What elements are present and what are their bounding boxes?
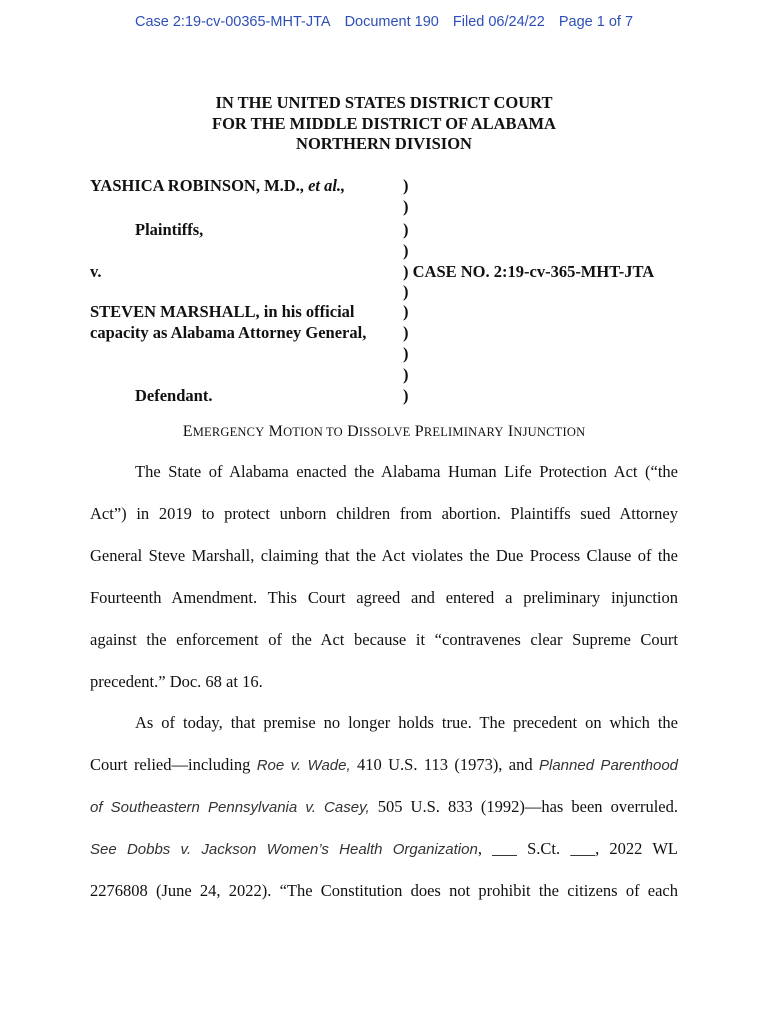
- document-number-stamp: Document 190: [344, 14, 439, 30]
- title-capital: P: [414, 423, 424, 440]
- paragraph-line: General Steve Marshall, claiming that the Act violates the Due Process Clause of the: [90, 546, 678, 565]
- paragraph-line: Act”) in 2019 to protect unborn children from abortion. Plaintiffs sued Attorney: [90, 504, 678, 523]
- plaintiffs-label: Plaintiffs,: [135, 220, 204, 239]
- versus-label: v.: [90, 262, 102, 281]
- text-run: Court relied—including: [90, 755, 257, 774]
- case-citation-casey: Planned Parenthood: [538, 757, 678, 774]
- caption-paren: ): [403, 241, 409, 260]
- court-heading-line: FOR THE MIDDLE DISTRICT OF ALABAMA: [212, 113, 556, 133]
- paragraph-line: [90, 839, 678, 859]
- caption-paren: ): [403, 220, 409, 239]
- filing-header: [0, 14, 768, 30]
- case-number-stamp: Case 2:19-cv-00365-MHT-JTA: [134, 14, 331, 30]
- paragraph-line: precedent.” Doc. 68 at 16.: [90, 672, 263, 691]
- filed-date-stamp: Filed 06/24/22: [452, 14, 545, 30]
- plaintiff-name-text: YASHICA ROBINSON, M.D.,: [90, 176, 309, 195]
- text-run: 505 U.S. 833 (1992)—has been overruled.: [369, 797, 678, 816]
- title-capital: I: [507, 423, 514, 440]
- caption-paren: ): [403, 365, 409, 384]
- paragraph-line: [90, 755, 678, 775]
- paragraph-line: against the enforcement of the Act because it “contravenes clear Supreme Court: [90, 630, 678, 649]
- title-smallcaps: NJUNCTION: [513, 425, 586, 439]
- text-run: , ___ S.Ct. ___, 2022 WL: [477, 839, 678, 858]
- title-smallcaps: ISSOLVE: [358, 425, 411, 439]
- title-capital: M: [268, 423, 284, 440]
- caption-paren: ): [403, 386, 409, 405]
- caption-paren: ): [403, 197, 409, 216]
- defendant-label: Defendant.: [135, 386, 213, 405]
- page-count-stamp: Page 1 of 7: [558, 14, 634, 30]
- caption-paren: ): [403, 302, 409, 321]
- defendant-name-line1: STEVEN MARSHALL, in his official: [90, 302, 355, 321]
- defendant-name-line2: capacity as Alabama Attorney General,: [90, 323, 367, 342]
- court-heading-line: NORTHERN DIVISION: [296, 134, 472, 153]
- plaintiff-etal: et al.,: [308, 176, 346, 195]
- caption-paren: ): [403, 323, 409, 342]
- title-capital: D: [347, 423, 359, 440]
- paragraph-line: [90, 797, 678, 817]
- case-citation-casey: of Southeastern Pennsylvania v. Casey,: [90, 799, 370, 816]
- case-citation-dobbs: See Dobbs v. Jackson Women’s Health Organization: [90, 841, 478, 858]
- paragraph-line: The State of Alabama enacted the Alabama Human Life Protection Act (“the: [135, 462, 678, 481]
- paragraph-line: As of today, that premise no longer holds true. The precedent on which the: [135, 713, 678, 732]
- case-citation-roe: Roe v. Wade,: [256, 757, 351, 774]
- court-heading: [0, 93, 768, 155]
- title-capital: E: [182, 423, 193, 440]
- title-smallcaps: MERGENCY: [192, 425, 265, 439]
- title-smallcaps: OTION TO: [283, 425, 343, 439]
- paragraph-line: Fourteenth Amendment. This Court agreed and entered a preliminary injunction: [90, 588, 678, 607]
- title-smallcaps: RELIMINARY: [423, 425, 504, 439]
- caption-paren: ): [403, 176, 409, 195]
- paragraph-line: 2276808 (June 24, 2022). “The Constitution does not prohibit the citizens of each: [90, 881, 678, 900]
- court-heading-line: IN THE UNITED STATES DISTRICT COURT: [215, 93, 553, 112]
- caption-paren: ): [403, 282, 409, 301]
- plaintiff-name: [90, 176, 345, 196]
- case-number: ) CASE NO. 2:19-cv-365-MHT-JTA: [403, 262, 655, 281]
- motion-title: [0, 423, 768, 441]
- caption-paren: ): [403, 344, 409, 363]
- text-run: 410 U.S. 113 (1973), and: [350, 755, 539, 774]
